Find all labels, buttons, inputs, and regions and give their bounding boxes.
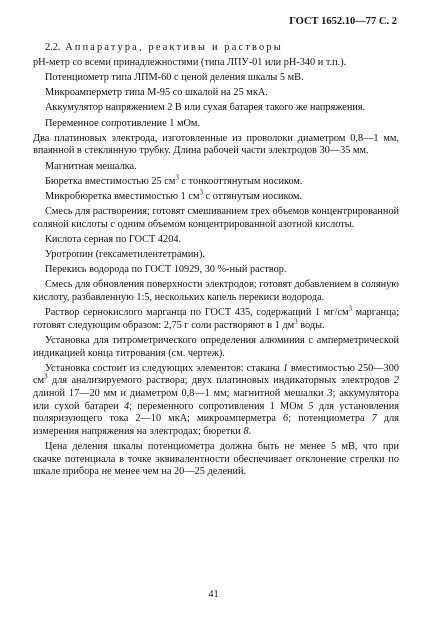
elements-text: для измерения напряжения на электродах; бюретки — [33, 413, 399, 437]
paragraph-renewal-mix: Смесь для обновления поверхности электродов; готовят добавлением в соляную кислоту, разбавленную 1:5, нескольких капель перекиси водорода. — [33, 279, 399, 303]
manganese-text-2: марганца; готовят следующим образом: 2,75 г соли растворяют в 1 дм — [33, 307, 399, 331]
elements-text: Установка состоит из следующих элементов: стакана — [45, 362, 283, 374]
paragraph-microburette — [33, 188, 399, 204]
paragraph-accumulator: Аккумулятор напряжением 2 В или сухая батарея такого же напряжения. — [45, 102, 366, 114]
ref-number-3: 3 — [327, 387, 333, 399]
ref-number-7: 7 — [371, 413, 377, 425]
paragraph-manganese — [33, 304, 399, 332]
ref-number-6: 6 — [283, 413, 289, 425]
section-title: Аппаратура, реактивы и растворы — [65, 41, 283, 53]
elements-text: вместимостью 250—300 см — [33, 362, 399, 387]
microburette-text-end: с оттянутым носиком. — [202, 190, 303, 202]
elements-text: длиной 17—20 мм и диаметром 0,8—1 мм; магнитной мешалки — [33, 387, 328, 399]
burette-text-end: с тонкооттянутым носиком. — [178, 175, 303, 187]
elements-text: ; аккумулятора или сухой батареи — [33, 387, 399, 412]
elements-text: . — [248, 425, 252, 437]
superscript-cube: 3 — [199, 188, 203, 197]
superscript-cube: 3 — [175, 173, 179, 182]
section-heading — [33, 42, 399, 55]
paragraph-dissolution-mix: Смесь для растворения; готовят смешиванием трех объемов концентрированной соляной кислоты с одним объемом концентрированной азотной кислоты. — [33, 206, 399, 230]
paragraph-scale-division: Цена деления шкалы потенциометра должна быть не менее 5 мВ, что при скачке потенциала в точке эквивалентности обеспечивает отклонение стрелки по шкале прибора не менее чем на 20—25 делений. — [33, 440, 399, 478]
paragraph-peroxide: Перекись водорода по ГОСТ 10929, 30 %-ный раствор. — [45, 264, 287, 276]
superscript-cube: 3 — [294, 317, 298, 326]
elements-text: для анализируемого раствора; двух платиновых индикаторных электродов — [47, 375, 394, 387]
burette-text: Бюретка вместимостью 25 см — [45, 175, 176, 187]
ref-number-1: 1 — [282, 362, 288, 374]
ref-number-5: 5 — [308, 400, 314, 412]
ref-number-2: 2 — [393, 375, 399, 387]
paragraph-microammeter: Микроамперметр типа М-95 со шкалой на 25 мкА. — [45, 87, 268, 99]
paragraph-stirrer: Магнитная мешалка. — [45, 160, 137, 172]
microburette-text: Микробюретка вместимостью 1 см — [45, 190, 200, 202]
manganese-text-1: Раствор сернокислого марганца по ГОСТ 435, содержащий 1 мг/см — [45, 307, 349, 319]
paragraph-installation-elements — [33, 363, 399, 439]
paragraph-ph-meter: pH-метр со всеми принадлежностями (типа ЛПУ-01 или pH-340 и т.п.). — [33, 56, 347, 68]
ref-number-8: 8 — [243, 425, 249, 437]
paragraph-installation: Установка для титрометрического определения алюминия с амперметрической индикацией конца титрования (см. чертеж). — [33, 334, 399, 359]
paragraph-potentiometer: Потенциометр типа ЛПМ-60 с ценой деления шкалы 5 мВ. — [45, 71, 304, 83]
superscript-cube: 3 — [44, 372, 48, 381]
paragraph-resistance: Переменное сопротивление 1 мОм. — [45, 117, 201, 129]
elements-text: для установления поляризующего тока 2—10 мкА; микроамперметра — [33, 400, 399, 425]
elements-text: ; переменного сопротивления 1 МОм — [129, 400, 309, 412]
section-number: 2.2. — [45, 41, 61, 53]
manganese-text-3: воды. — [297, 319, 325, 331]
paragraph-electrodes: Два платиновых электрода, изготовленные из проволоки диаметром 0,8—1 мм, впаянной в стеклянную трубку. Длина рабочей части электродов 30—35 мм. — [33, 132, 399, 157]
running-header: ГОСТ 1652.10—77 С. 2 — [289, 16, 397, 27]
paragraph-burette — [33, 173, 399, 189]
ref-number-4: 4 — [123, 400, 130, 412]
paragraph-urotropin: Уротропин (гексаметилентетрамин). — [45, 249, 205, 261]
elements-text: ; потенциометра — [288, 413, 372, 425]
page-number: 41 — [208, 589, 219, 600]
superscript-cube: 3 — [348, 304, 352, 313]
paragraph-sulfuric-acid: Кислота серная по ГОСТ 4204. — [45, 233, 182, 245]
